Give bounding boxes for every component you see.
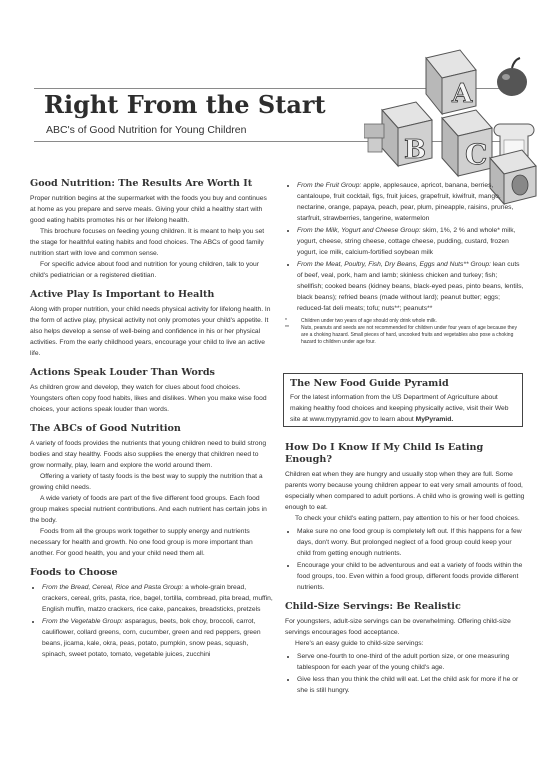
footnote (285, 325, 525, 346)
list-item: • Serve one-fourth to one-third of the adult portion size, or one measuring tablespoon for each year of the young child's age. (297, 651, 525, 673)
paragraph: Foods from all the groups work together to supply energy and nutrients necessary for health and growth. No one food group is more important than another. For good health, you and your child need them all. (30, 528, 253, 557)
apple-icon (497, 58, 527, 96)
footnote (285, 318, 525, 325)
paragraph: To check your child's eating pattern, pay attention to his or her food choices. (295, 515, 520, 522)
section-heading: Good Nutrition: The Results Are Worth It (30, 178, 253, 189)
section-heading: Active Play Is Important to Health (30, 289, 215, 300)
mypyramid-link[interactable]: MyPyramid. (415, 416, 454, 423)
callout-text (290, 392, 516, 425)
callout-body: For the latest information from the US Department of Agriculture about making healthy food choices and keeping physically active, visit their Web site at www.mypyramid.gov to learn about (290, 394, 509, 423)
list-item (297, 225, 525, 258)
left-column (30, 178, 274, 661)
svg-text:A: A (452, 79, 473, 109)
footnotes (285, 318, 525, 346)
paragraph: Children eat when they are hungry and usually stop when they are full. Some parents worry because young children appear to eat very small amounts of food, especially when compared to adult portions. A child who is growing well is getting enough to eat. (285, 471, 525, 511)
list-item: • Encourage your child to be adventurous and eat a variety of foods within the food groups, too. Even within a food group, different foods provide different nutrients. (297, 560, 525, 593)
callout-heading: The New Food Guide Pyramid (290, 378, 449, 389)
list-item (42, 582, 274, 615)
paragraph: Offering a variety of tasty foods is the best way to supply the nutrition that a growing child needs. (30, 473, 263, 491)
svg-text:C: C (465, 138, 488, 171)
list-item-text: asparagus, beets, bok choy, broccoli, carrot, cauliflower, collard greens, corn, cucumber, green and red peppers, green beans, jicama, kale, okra, peas, potato, pumpkin, snow peas, squash, spinach, sweet potato, tomato, vegetable juices, zucchini (42, 618, 261, 658)
footnote-mark: ** (285, 325, 289, 331)
list-item: • Make sure no one food group is completely left out. If this happens for a few days, don't worry. But prolonged neglect of a food group could keep your child from getting enough nutrients. (297, 526, 525, 559)
list-item-text: skim, 1%, 2 % and whole* milk, yogurt, cheese, string cheese, cottage cheese, pudding, custard, frozen yogurt, ice milk, calcium-fortified soybean milk (297, 227, 516, 256)
list-item-text: apple, applesauce, apricot, banana, berries, cantaloupe, fruit cocktail, figs, fruit juices, grapefruit, kiwifruit, mango, nectarine, orange, papaya, peach, pear, plum, pineapple, raisins, prunes, starfruit, strawberries, tangerine, watermelon (297, 182, 514, 222)
list-item-lead: From the Fruit Group: (297, 182, 362, 189)
paragraph: For youngsters, adult-size servings can be overwhelming. Offering child-size servings encourages food acceptance. (285, 618, 511, 636)
section-heading: Actions Speak Louder Than Words (30, 367, 215, 378)
servings-list (285, 651, 525, 696)
list-item: • Give less than you think the child will eat. Let the child ask for more if he or she is still hungry. (297, 674, 525, 696)
right-column-top (285, 178, 525, 346)
list-item-lead: From the Meat, Poultry, Fish, Dry Beans, Eggs and Nuts** Group: (297, 261, 491, 268)
list-item-lead: From the Vegetable Group: (42, 618, 123, 625)
page-title: Right From the Start (44, 90, 326, 119)
list-item-lead: From the Milk, Yogurt and Cheese Group: (297, 227, 421, 234)
list-item (297, 180, 525, 224)
footnote-mark: * (285, 318, 287, 324)
paragraph: Along with proper nutrition, your child needs physical activity for lifelong health. In the form of active play, physical activity not only promotes your child's appetite. It also helps develop a sense of well-being and confidence in his or her physical activities. From the early childhood years, encourage your child to live an active life. (30, 306, 271, 357)
footnote-text: Children under two years of age should only drink whole milk. (301, 318, 437, 324)
list-item-text: a whole-grain bread, crackers, cereal, grits, pasta, rice, bagel, tortilla, cornbread, pita bread, muffin, English muffin, matzo crackers, rice cake, pancakes, breadsticks, pretzels (42, 584, 273, 613)
paragraph: This brochure focuses on feeding young children. It is meant to help you set the stage for healthful eating habits and food choices. The ABCs of good family nutrition start with love and common sense. (30, 228, 265, 257)
list-item-lead: From the Bread, Cereal, Rice and Pasta Group: (42, 584, 184, 591)
block-a-icon (426, 50, 476, 114)
paragraph: Proper nutrition begins at the supermarket with the foods you buy and continues at home as you prepare and serve meals. Giving your child a healthy start with good eating habits promotes his or her lifelong health. (30, 195, 267, 224)
section-heading: The ABCs of Good Nutrition (30, 423, 181, 434)
enough-list (285, 526, 525, 593)
list-item (42, 616, 274, 660)
footnote-text: Nuts, peanuts and seeds are not recommended for children under four years of age because they are a choking hazard. Small pieces of hard, uncooked fruits and vegetables also pose a choking hazard to children under age four. (301, 325, 517, 345)
paragraph: For specific advice about food and nutrition for young children, talk to your child's pediatrician or a registered dietitian. (30, 261, 259, 279)
paragraph: A wide variety of foods are part of the five different food groups. Each food group makes special nutrient contributions. And each nutrient has certain jobs in the body. (30, 495, 267, 524)
list-item-text: lean cuts of beef, veal, pork, ham and lamb; skinless chicken and turkey; fish; shellfish; cooked beans (kidney beans, black-eyed peas, pinto beans, lentils, black beans); refried beans (made without lard); peanut butter; eggs; reduced-fat deli meats; tofu; nuts**; peanuts** (297, 261, 524, 312)
svg-text:B: B (404, 135, 426, 165)
paragraph: Here's an easy guide to child-size servings: (295, 640, 424, 647)
foods-list (30, 582, 274, 660)
section-heading: Foods to Choose (30, 567, 118, 578)
right-column-bottom (285, 442, 525, 697)
list-item (297, 259, 525, 314)
section-heading: How Do I Know If My Child Is Eating Enough? (285, 442, 484, 465)
foods-list-continued (285, 180, 525, 314)
paragraph: As children grow and develop, they watch for clues about food choices. Youngsters often copy food habits, likes and dislikes. When you make wise food choices, your actions speak louder than words. (30, 384, 267, 413)
section-heading: Child-Size Servings: Be Realistic (285, 601, 461, 612)
food-pyramid-callout (283, 373, 523, 427)
page-subtitle: ABC's of Good Nutrition for Young Children (46, 124, 247, 136)
paragraph: A variety of foods provides the nutrients that young children need to build strong bodies and stay healthy. Foods also supplies the energy that children need to grow normally, play, learn and explore the world around them. (30, 440, 267, 469)
